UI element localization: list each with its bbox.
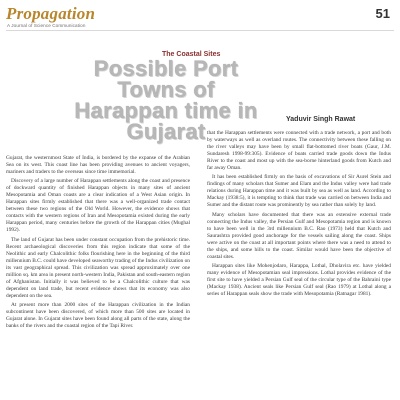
body-paragraph: Many scholars have documented that there was an extensive external trade connecting the Indus valley, the Persian Gulf and Mesopotamia region and is known to have been well in the 3rd millennium B.C. Rao (1973) held that Kutch and Saurashtra provided good anchorage for the vessels sailing along the coast. Ships were active on the coast at all important points where there was a need to attend to the ships, and some hills to the coast. Similar would have been the objective of coastal sites. xyxy=(207,211,391,260)
body-paragraph: At present more than 2000 sites of the Harappan civilization in the Indian subcontinent have been discovered, of which more than 500 sites are located in Gujarat alone. In Gujarat sites have been found along all parts of the state, along the banks of the rivers and the coastal region of the Tapi River. xyxy=(6,301,190,330)
body-paragraph: It has been established firmly on the basis of excavations of Sir Aurel Stein and findings of many scholars that Sumer and Elam and the Indus valley were had trade relations during Harappan time and it was built by sea as well as land. According to Mackay (1938:5), it is tempting to think that trade was carried on between India and Sumer and the distant route was prominently by sea rather than solely by land. xyxy=(207,174,391,209)
journal-logo xyxy=(6,4,95,24)
logo-text: Propagation xyxy=(6,4,96,23)
body-paragraph: that the Harappan settlements were connected with a trade network, a port and both by waterways as well as overland routes. The connectivity between these falling on the river valleys may have been by small flat-bottomed river boats (Gaur, J.M. Sundaresh 1998-99:305). Evidence of boats carried trade goods down the Indus River to the coast and most up with the sea-borne hinterland goods from Kutch and far away Oman. xyxy=(207,130,391,172)
body-paragraph: Harappan sites like Mohenjodaro, Harappa, Lothal, Dholavira etc. have yielded many evidence of Mesopotamian seal impressions. Lothal provides evidence of the first site to have yielded a Persian Gulf seal of the circular type of the Bahraini type (Mackay 1938). Ancient seals like Persian Gulf seal (Rao 1979) at Lothal along a series of Harappan seals show the trade with Mesopotamia (Ratnagar 1981). xyxy=(207,262,391,298)
page-number: 51 xyxy=(375,6,390,21)
header-divider xyxy=(6,30,394,31)
series-label: The Coastal Sites xyxy=(162,51,221,58)
body-paragraph: The land of Gujarat has been under constant occupation from the prehistoric time. Recent archaeological discoveries from this region indicate that some of the Neolithic and early Chalcolithic folks flourishing here in the beginning of the third millennium B.C. could have developed seaworthy trading of the Indus civilization on its vast geographical spread. This civilization was spread approximately over one million sq. km area in present north-western India, Pakistan and south-eastern region of Afghanistan. Initially it was believed to be a Chalcolithic culture that was dependent on land trade, but recent evidence shows that its economy was also dependent on the sea. xyxy=(6,236,190,299)
body-paragraph: Discovery of a large number of Harappan settlements along the coast and presence of dockward quantity of finished Harappan objects in many sites of ancient Mesopotamia and Oman coasts are a clear indication of a West Asian origin. In Harappan sites firmly established that there was a well-organized trade contact between these two regions of the Old World. However, the evidence shows that contacts with the western regions of Iran and Mesopotamia existed during the early Harappan period, many centuries before the growth of the Harappan cities (Mughal 1992). xyxy=(6,178,190,234)
body-column-left xyxy=(6,155,190,395)
article-author: Yaduvir Singh Rawat xyxy=(286,116,356,123)
journal-tagline: A Journal of Science Communication xyxy=(7,23,86,28)
body-paragraph: Gujarat, the westernmost State of India, is bordered by the expanse of the Arabian Sea on its west. This coast line has been providing avenues to ancient voyagers, mariners and traders to the overseas since time immemorial. xyxy=(6,155,190,176)
article-title: Possible Port Towns of Harappan time in Gujarat xyxy=(74,56,258,144)
body-column-right xyxy=(207,130,391,395)
